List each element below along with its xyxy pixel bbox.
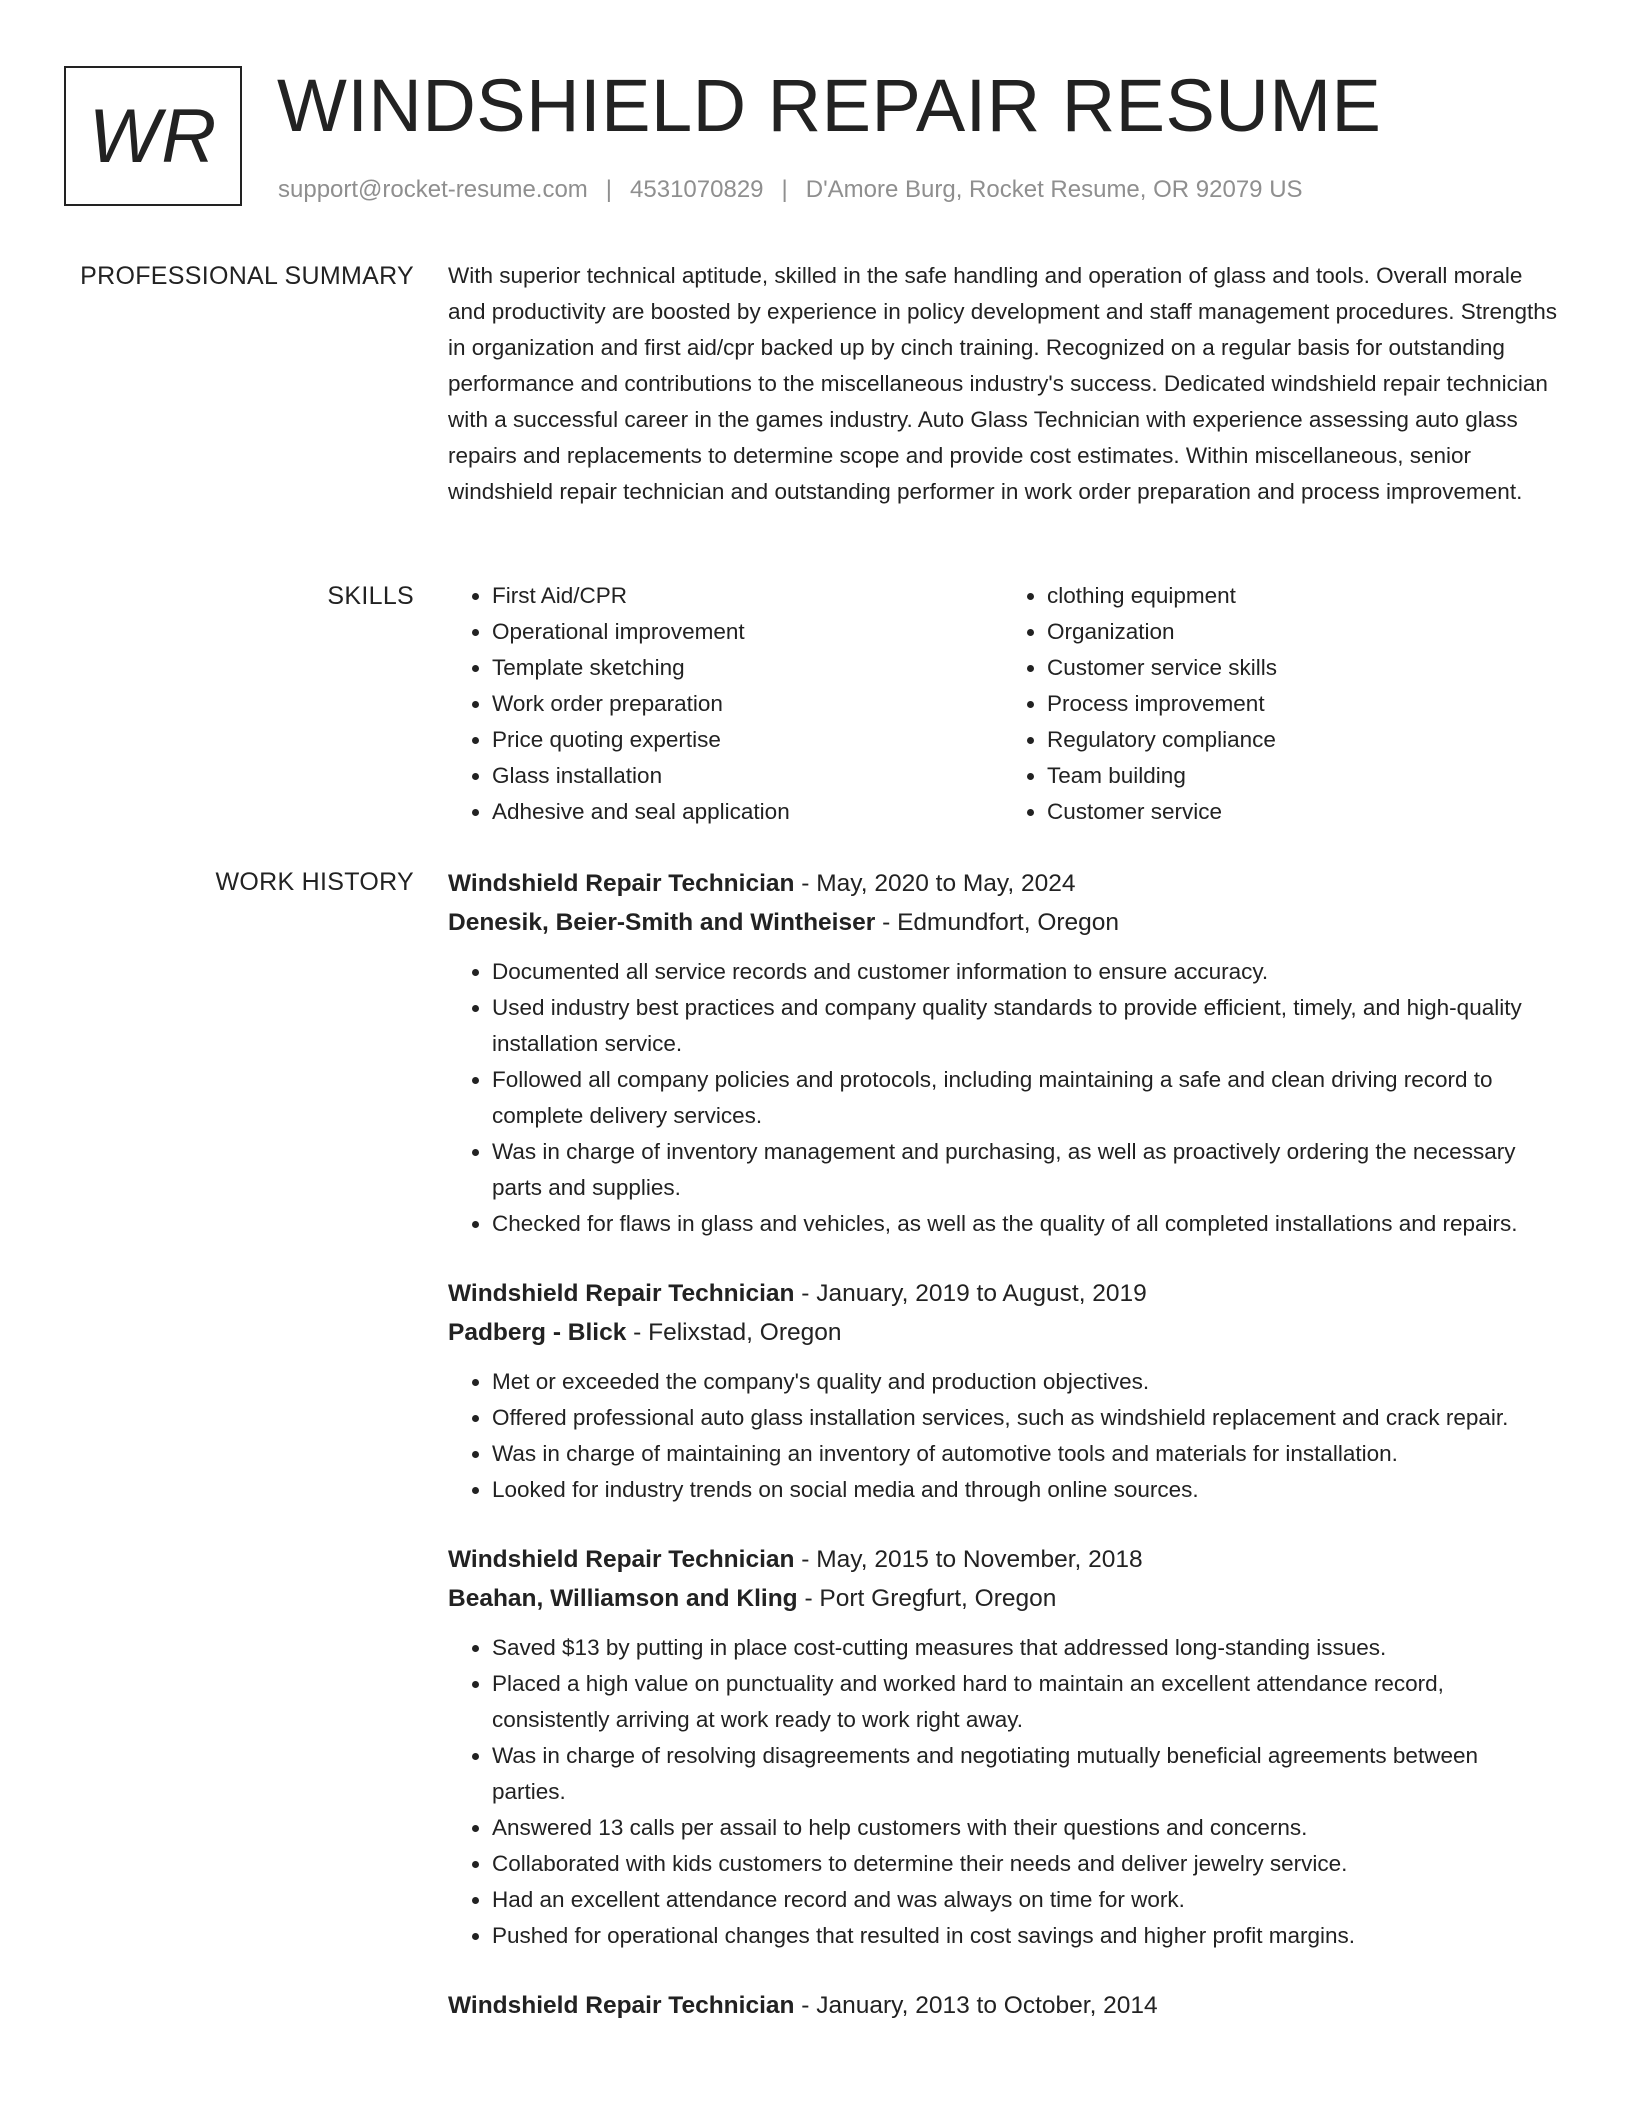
summary-body	[448, 258, 1558, 510]
job-location: Felixstad, Oregon	[648, 1319, 842, 1346]
job-company: Padberg - Blick	[448, 1319, 627, 1346]
job-company: Denesik, Beier-Smith and Wintheiser	[448, 909, 876, 936]
job-title-line: Windshield Repair Technician - January, 2019 to August, 2019	[448, 1280, 1147, 1307]
job-company-line: Denesik, Beier-Smith and Wintheiser - Edmundfort, Oregon	[448, 909, 1120, 936]
skill-item: • Work order preparation	[492, 686, 1003, 722]
skill-item: • Glass installation	[492, 758, 1003, 794]
job-company-line: Padberg - Blick - Felixstad, Oregon	[448, 1319, 842, 1346]
contact-email[interactable]: support@rocket-resume.com	[278, 176, 588, 203]
job-bullet: • Used industry best practices and company quality standards to provide efficient, timely, and high-quality installation service.	[492, 990, 1558, 1062]
skill-item: • Customer service skills	[1047, 650, 1558, 686]
job-bullet: • Met or exceeded the company's quality and production objectives.	[492, 1364, 1558, 1400]
skill-item: • Regulatory compliance	[1047, 722, 1558, 758]
job-title-line: Windshield Repair Technician - May, 2020 to May, 2024	[448, 870, 1076, 897]
skill-item: • Price quoting expertise	[492, 722, 1003, 758]
job-bullet: • Offered professional auto glass installation services, such as windshield replacement and crack repair.	[492, 1400, 1558, 1436]
contact-line	[278, 176, 1303, 204]
skill-item: • clothing equipment	[1047, 578, 1558, 614]
job-bullet: • Placed a high value on punctuality and worked hard to maintain an excellent attendance record, consistently arriving at work ready to work right away.	[492, 1666, 1558, 1738]
job-title: Windshield Repair Technician	[448, 1280, 795, 1307]
job-dates: May, 2015 to November, 2018	[816, 1546, 1143, 1573]
job-bullet: • Answered 13 calls per assail to help customers with their questions and concerns.	[492, 1810, 1558, 1846]
job-bullet: • Was in charge of inventory management and purchasing, as well as proactively ordering the necessary parts and supplies.	[492, 1134, 1558, 1206]
job-entry	[448, 864, 1558, 1242]
job-title: Windshield Repair Technician	[448, 870, 795, 897]
skill-item: • Template sketching	[492, 650, 1003, 686]
contact-separator: |	[605, 176, 613, 203]
job-bullet: • Was in charge of maintaining an inventory of automotive tools and materials for installation.	[492, 1436, 1558, 1472]
job-entry	[448, 1540, 1558, 1954]
skill-item: • Team building	[1047, 758, 1558, 794]
job-location: Edmundfort, Oregon	[897, 909, 1120, 936]
job-dates: May, 2020 to May, 2024	[816, 870, 1076, 897]
work-history-body	[448, 864, 1558, 2057]
job-location: Port Gregfurt, Oregon	[819, 1585, 1057, 1612]
skills-list-left	[448, 578, 1003, 830]
resume-header	[64, 66, 1564, 216]
job-bullet: • Looked for industry trends on social media and through online sources.	[492, 1472, 1558, 1508]
summary-text: With superior technical aptitude, skilled in the safe handling and operation of glass and tools. Overall morale and productivity are boosted by experience in policy development and staff management procedures. Strengths in organization and first aid/cpr backed up by cinch training. Recognized on a regular basis for outstanding performance and contributions to the miscellaneous industry's success. Dedicated windshield repair technician with a successful career in the games industry. Auto Glass Technician with experience assessing auto glass repairs and replacements to determine scope and provide cost estimates. Within miscellaneous, senior windshield repair technician and outstanding performer in work order preparation and process improvement.	[448, 263, 1558, 504]
job-bullets	[448, 1630, 1558, 1954]
skill-item: • Operational improvement	[492, 614, 1003, 650]
job-bullet: • Documented all service records and customer information to ensure accuracy.	[492, 954, 1558, 990]
job-title: Windshield Repair Technician	[448, 1992, 795, 2019]
skill-item: • Process improvement	[1047, 686, 1558, 722]
job-bullet: • Checked for flaws in glass and vehicles, as well as the quality of all completed installations and repairs.	[492, 1206, 1558, 1242]
job-bullet: • Had an excellent attendance record and was always on time for work.	[492, 1882, 1558, 1918]
job-title-line: Windshield Repair Technician - May, 2015 to November, 2018	[448, 1546, 1143, 1573]
job-bullets	[448, 954, 1558, 1242]
job-company-line: Beahan, Williamson and Kling - Port Gregfurt, Oregon	[448, 1585, 1057, 1612]
skill-item: • Customer service	[1047, 794, 1558, 830]
skill-item: • First Aid/CPR	[492, 578, 1003, 614]
job-entry	[448, 1274, 1558, 1508]
job-dates: January, 2019 to August, 2019	[816, 1280, 1147, 1307]
contact-phone[interactable]: 4531070829	[630, 176, 764, 203]
contact-address: D'Amore Burg, Rocket Resume, OR 92079 US	[805, 176, 1303, 203]
job-dates: January, 2013 to October, 2014	[816, 1992, 1158, 2019]
job-bullets	[448, 1364, 1558, 1508]
job-bullet: • Collaborated with kids customers to determine their needs and deliver jewelry service.	[492, 1846, 1558, 1882]
job-bullet: • Pushed for operational changes that resulted in cost savings and higher profit margins.	[492, 1918, 1558, 1954]
work-history-label: WORK HISTORY	[215, 868, 414, 896]
job-title-line: Windshield Repair Technician - January, 2013 to October, 2014	[448, 1992, 1158, 2019]
job-entry	[448, 1986, 1558, 2025]
monogram-logo: WR	[64, 66, 242, 206]
job-bullet: • Followed all company policies and protocols, including maintaining a safe and clean driving record to complete delivery services.	[492, 1062, 1558, 1134]
summary-label: PROFESSIONAL SUMMARY	[80, 262, 414, 290]
skills-label: SKILLS	[327, 582, 414, 610]
skills-body	[448, 578, 1558, 830]
skill-item: • Organization	[1047, 614, 1558, 650]
job-title: Windshield Repair Technician	[448, 1546, 795, 1573]
skills-list-right	[1003, 578, 1558, 830]
job-bullet: • Was in charge of resolving disagreements and negotiating mutually beneficial agreements between parties.	[492, 1738, 1558, 1810]
resume-title: WINDSHIELD REPAIR RESUME	[277, 64, 1382, 147]
contact-separator: |	[781, 176, 788, 203]
job-bullet: • Saved $13 by putting in place cost-cutting measures that addressed long-standing issues.	[492, 1630, 1558, 1666]
skill-item: • Adhesive and seal application	[492, 794, 1003, 830]
job-company: Beahan, Williamson and Kling	[448, 1585, 798, 1612]
